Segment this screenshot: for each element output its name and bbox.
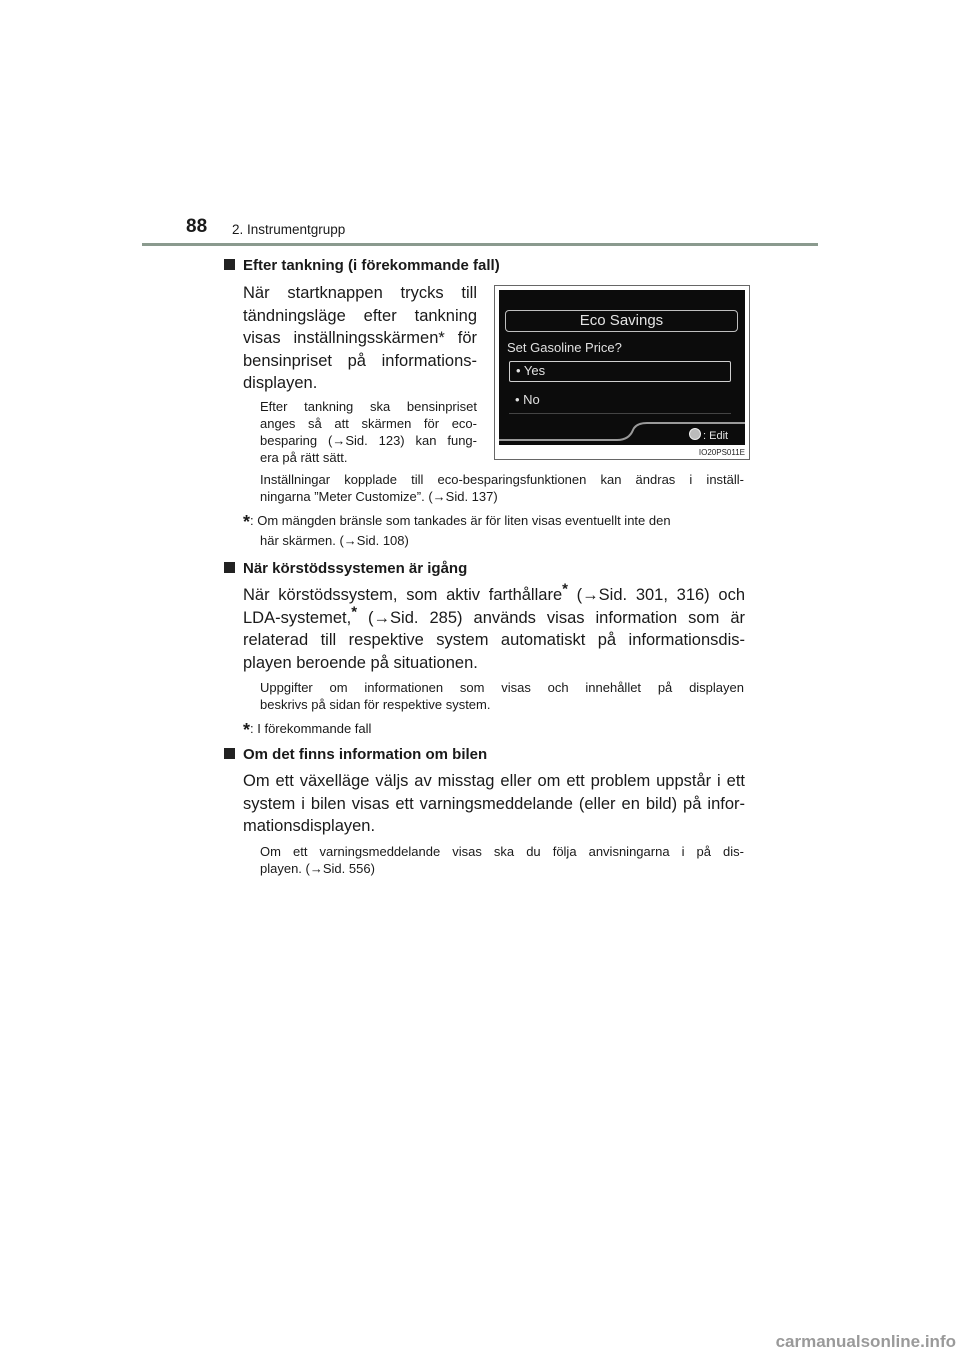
section-body	[243, 770, 745, 838]
body-line: Om ett växelläge väljs av misstag eller om ett problem uppstår i ett	[243, 772, 745, 790]
section-heading-text: När körstödssystemen är igång	[243, 560, 468, 577]
footnote-asterisk: *	[243, 512, 251, 532]
section-body	[243, 580, 745, 674]
footnote	[243, 512, 745, 531]
body-fragment: LDA-systemet,	[243, 608, 352, 627]
section-heading-assist	[224, 560, 467, 577]
section-heading-text: Efter tankning (i förekommande fall)	[243, 257, 500, 274]
square-bullet-icon	[224, 259, 235, 270]
body-line: tändningsläge efter tankning	[243, 306, 477, 325]
asterisk: *	[562, 580, 568, 598]
section-note	[260, 679, 744, 713]
edit-label: : Edit	[703, 430, 729, 442]
note-line: playen. (→Sid. 556)	[260, 861, 375, 876]
asterisk: *	[351, 603, 358, 620]
footnote-asterisk: *	[243, 720, 251, 740]
note-line: Inställningar kopplade till eco-besparingsfunktionen kan ändras i inställ-	[260, 472, 744, 487]
section-heading-text: Om det finns information om bilen	[243, 746, 488, 763]
section-note	[260, 843, 744, 877]
footnote	[243, 720, 371, 739]
option-yes: • Yes	[509, 361, 731, 382]
body-line: visas inställningsskärmen* för	[243, 329, 477, 347]
note-line: anges så att skärmen för eco-	[260, 416, 477, 431]
body-line: system i bilen visas ett varningsmeddelande (eller en bild) på infor-	[243, 794, 745, 813]
section-note-2	[260, 471, 744, 505]
knob-icon	[689, 428, 701, 440]
body-line	[243, 603, 745, 630]
note-line: ningarna ”Meter Customize”. (→Sid. 137)	[260, 489, 498, 504]
eco-savings-screen-image	[494, 285, 750, 460]
note-line: besparing (→Sid. 123) kan fung-	[260, 433, 477, 448]
body-line: mationsdisplayen.	[243, 817, 376, 835]
page-number: 88	[186, 216, 208, 237]
body-line	[243, 580, 745, 607]
watermark: carmanualsonline.info	[775, 1332, 956, 1351]
note-line: beskrivs på sidan för respektive system.	[260, 697, 491, 712]
note-line: Efter tankning ska bensinpriset	[260, 399, 477, 414]
square-bullet-icon	[224, 748, 235, 759]
footnote-text: : I förekommande fall	[250, 721, 372, 736]
body-line: relaterad till respektive system automatiskt på informationsdis-	[243, 631, 745, 649]
note-line: era på rätt sätt.	[260, 450, 348, 465]
note-line: Om ett varningsmeddelande visas ska du följa anvisningarna i på dis-	[260, 844, 744, 859]
divider	[509, 413, 731, 414]
display-area	[499, 290, 745, 445]
screen-question: Set Gasoline Price?	[507, 340, 622, 355]
image-code: IO20PS011E	[698, 448, 745, 457]
body-fragment: När körstödssystem, som aktiv farthållare	[243, 586, 563, 604]
screen-title: Eco Savings	[505, 310, 738, 332]
body-fragment: (→Sid. 301, 316) och	[567, 586, 745, 604]
note-line: Uppgifter om informationen som visas och innehållet på displayen	[260, 680, 744, 695]
body-line: displayen.	[243, 374, 318, 392]
body-fragment: (→Sid. 285) används visas information som är	[357, 608, 745, 627]
section-heading-vehicle-info	[224, 746, 487, 763]
header-rule	[142, 243, 818, 246]
footnote-text: : Om mängden bränsle som tankades är för liten visas eventuellt inte den	[250, 513, 671, 528]
body-line: bensinpriset på informations-	[243, 351, 477, 370]
chapter-title: 2. Instrumentgrupp	[232, 222, 346, 237]
section-heading-refueling	[224, 257, 500, 274]
body-line: När startknappen trycks till	[243, 284, 477, 302]
section-body	[243, 282, 477, 395]
square-bullet-icon	[224, 562, 235, 573]
body-line: playen beroende på situationen.	[243, 653, 478, 672]
footnote-cont: här skärmen. (→Sid. 108)	[260, 533, 409, 548]
section-note	[260, 398, 477, 466]
option-no: • No	[515, 392, 540, 407]
edit-hint	[689, 428, 728, 442]
